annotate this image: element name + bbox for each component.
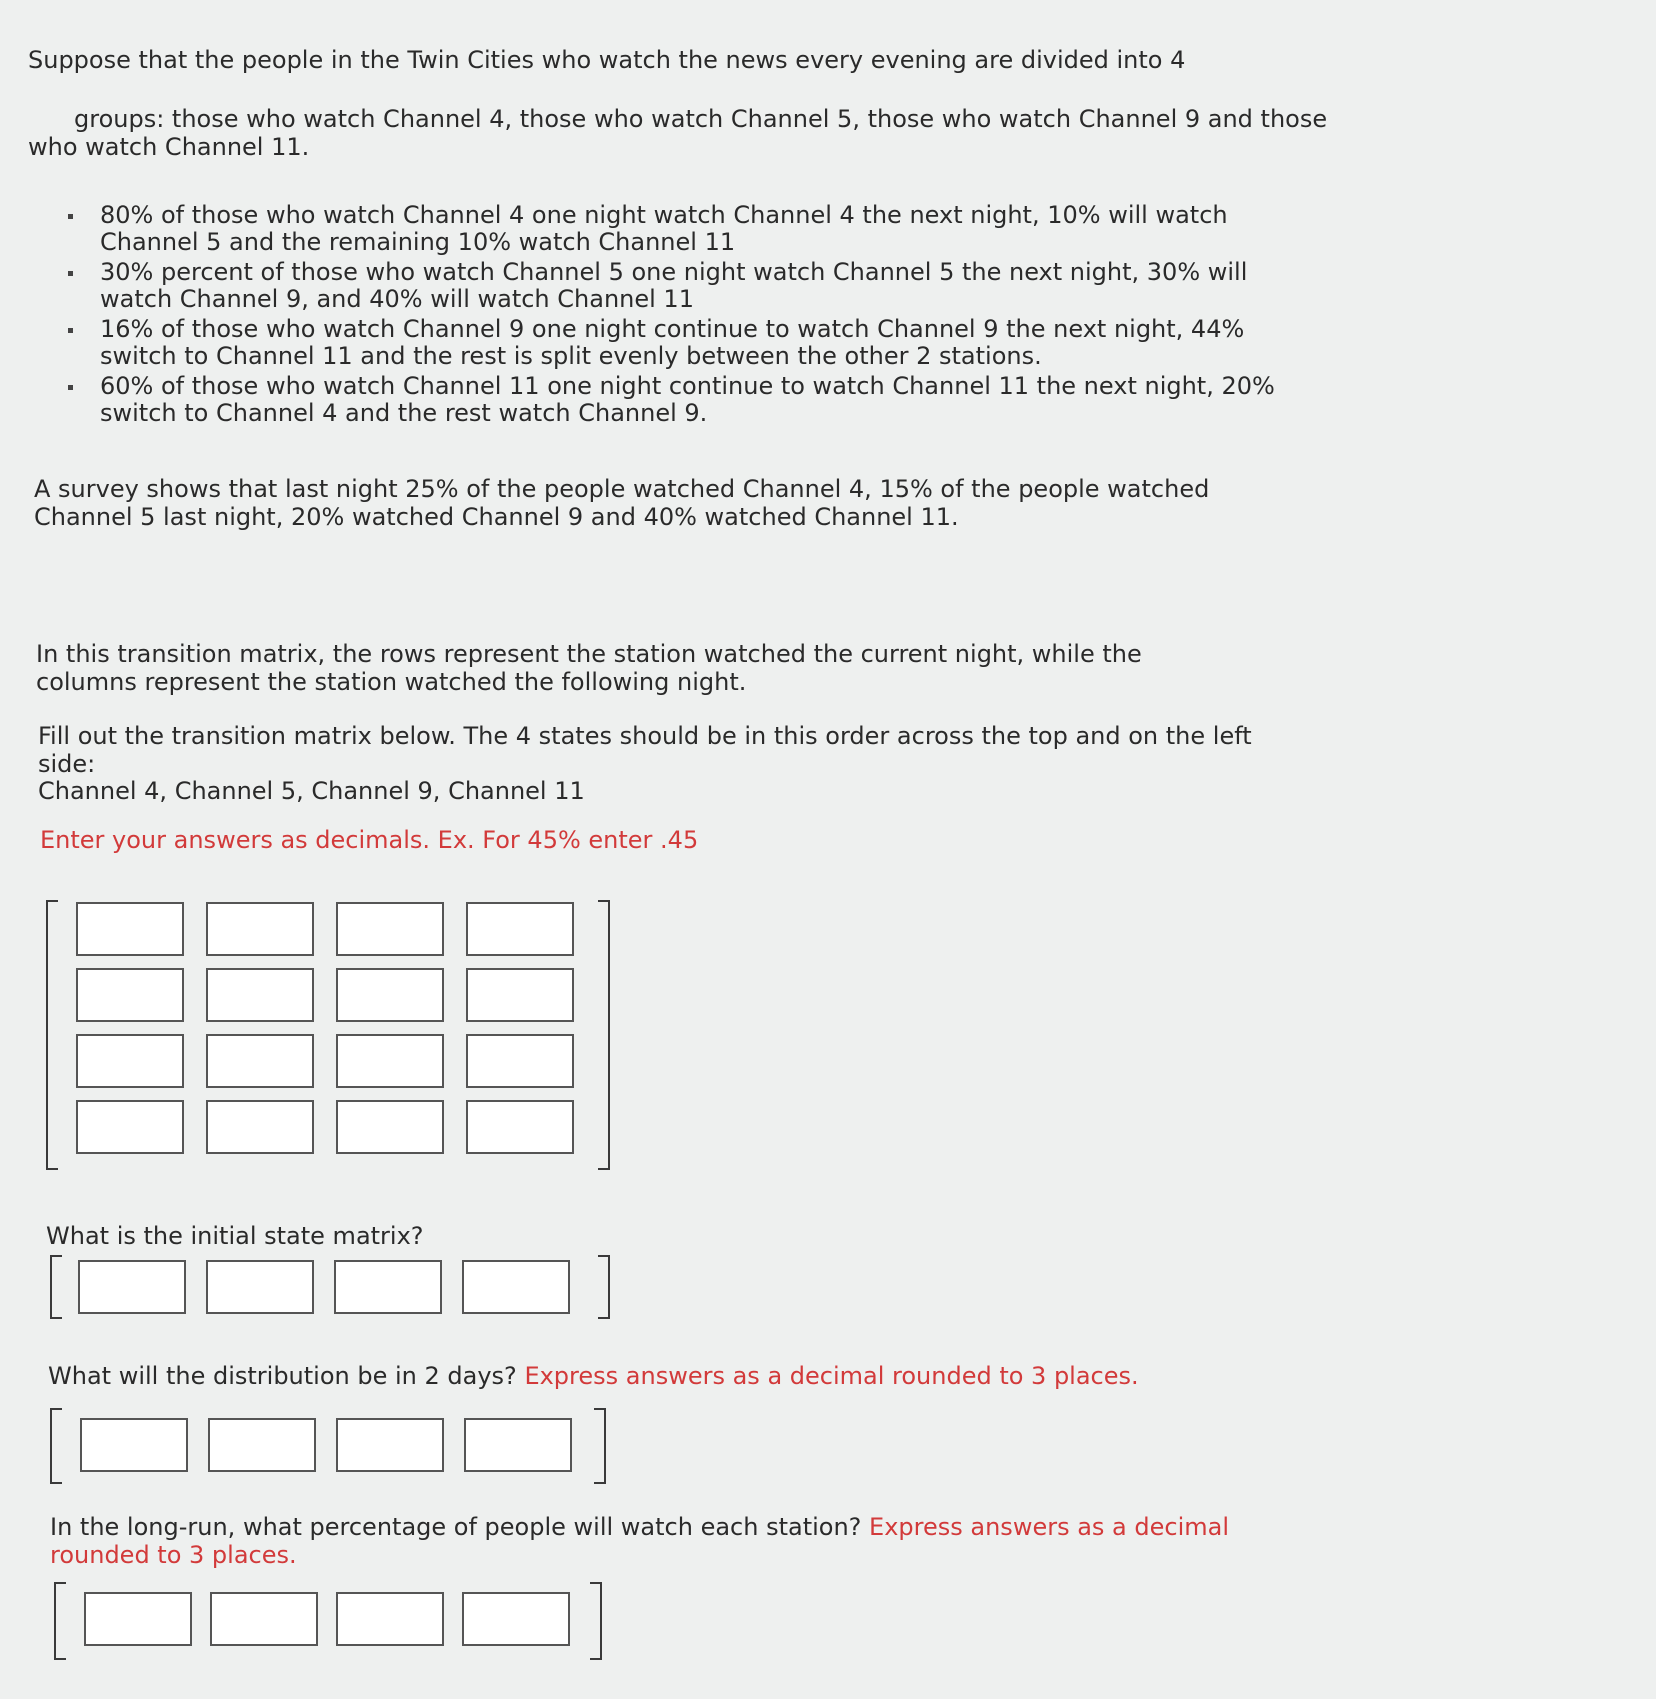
long-run-grid bbox=[84, 1592, 570, 1646]
matrix-cell-r1-c4[interactable] bbox=[466, 902, 574, 956]
two-day-cell-1[interactable] bbox=[80, 1418, 188, 1472]
matrix-cell-r3-c3[interactable] bbox=[336, 1034, 444, 1088]
matrix-cell-r2-c4[interactable] bbox=[466, 968, 574, 1022]
initial-state-matrix bbox=[50, 1255, 610, 1319]
matrix-cell-r4-c1[interactable] bbox=[76, 1100, 184, 1154]
transition-rules-list bbox=[68, 202, 1288, 430]
bullet-icon bbox=[68, 328, 73, 333]
matrix-cell-r3-c2[interactable] bbox=[206, 1034, 314, 1088]
initial-state-cell-1[interactable] bbox=[78, 1260, 186, 1314]
list-item bbox=[68, 316, 1288, 370]
rule-text: 30% percent of those who watch Channel 5 one night watch Channel 5 the next night, 30% will watch Channel 9, and 40% will watch Channel 11 bbox=[100, 258, 1248, 313]
long-run-cell-3[interactable] bbox=[336, 1592, 444, 1646]
long-run-cell-2[interactable] bbox=[210, 1592, 318, 1646]
list-item bbox=[68, 373, 1288, 427]
intro-line-1: Suppose that the people in the Twin Cities who watch the news every evening are divided into 4 bbox=[28, 46, 1186, 74]
two-day-question-line bbox=[48, 1362, 1139, 1390]
matrix-cell-r3-c1[interactable] bbox=[76, 1034, 184, 1088]
two-day-hint: Express answers as a decimal rounded to 3 places. bbox=[524, 1362, 1139, 1390]
initial-state-cell-2[interactable] bbox=[206, 1260, 314, 1314]
states-order: Channel 4, Channel 5, Channel 9, Channel 11 bbox=[38, 777, 585, 805]
two-day-cell-4[interactable] bbox=[464, 1418, 572, 1472]
intro-line-2: groups: those who watch Channel 4, those who watch Channel 5, those who watch Channel 9 and those bbox=[74, 105, 1328, 133]
long-run-cell-1[interactable] bbox=[84, 1592, 192, 1646]
matrix-cell-r2-c3[interactable] bbox=[336, 968, 444, 1022]
two-day-grid bbox=[80, 1418, 572, 1472]
long-run-distribution-matrix bbox=[54, 1582, 602, 1660]
right-bracket bbox=[594, 1408, 606, 1484]
survey-text: A survey shows that last night 25% of the people watched Channel 4, 15% of the people watched Channel 5 last night, 20% watched Channel 9 and 40% watched Channel 11. bbox=[34, 475, 1210, 531]
initial-state-cell-4[interactable] bbox=[462, 1260, 570, 1314]
matrix-cell-r2-c1[interactable] bbox=[76, 968, 184, 1022]
rule-text: 80% of those who watch Channel 4 one night watch Channel 4 the next night, 10% will watch Channel 5 and the remaining 10% watch Channel 11 bbox=[100, 201, 1228, 256]
two-day-cell-2[interactable] bbox=[208, 1418, 316, 1472]
two-day-distribution-matrix bbox=[50, 1408, 606, 1484]
matrix-cell-r4-c4[interactable] bbox=[466, 1100, 574, 1154]
matrix-cell-r2-c2[interactable] bbox=[206, 968, 314, 1022]
rule-text: 16% of those who watch Channel 9 one night continue to watch Channel 9 the next night, 44% switch to Channel 11 and the rest is split evenly between the other 2 stations. bbox=[100, 315, 1245, 370]
matrix-cell-r1-c1[interactable] bbox=[76, 902, 184, 956]
long-run-question: In the long-run, what percentage of people will watch each station? bbox=[50, 1513, 862, 1541]
initial-state-question: What is the initial state matrix? bbox=[46, 1222, 424, 1250]
matrix-cell-r1-c3[interactable] bbox=[336, 902, 444, 956]
intro-line-3: who watch Channel 11. bbox=[28, 133, 310, 161]
long-run-cell-4[interactable] bbox=[462, 1592, 570, 1646]
initial-grid bbox=[78, 1260, 570, 1314]
matrix-cell-r1-c2[interactable] bbox=[206, 902, 314, 956]
long-run-question-line bbox=[50, 1513, 1250, 1569]
left-bracket bbox=[54, 1582, 66, 1660]
two-day-cell-3[interactable] bbox=[336, 1418, 444, 1472]
left-bracket bbox=[50, 1255, 62, 1319]
initial-state-cell-3[interactable] bbox=[334, 1260, 442, 1314]
list-item bbox=[68, 202, 1288, 256]
two-day-question: What will the distribution be in 2 days? bbox=[48, 1362, 517, 1390]
decimal-hint: Enter your answers as decimals. Ex. For 45% enter .45 bbox=[40, 826, 699, 854]
matrix-grid bbox=[76, 902, 574, 1154]
matrix-cell-r3-c4[interactable] bbox=[466, 1034, 574, 1088]
right-bracket bbox=[598, 900, 610, 1170]
bullet-icon bbox=[68, 214, 73, 219]
matrix-cell-r4-c2[interactable] bbox=[206, 1100, 314, 1154]
bullet-icon bbox=[68, 385, 73, 390]
bullet-icon bbox=[68, 271, 73, 276]
left-bracket bbox=[50, 1408, 62, 1484]
list-item bbox=[68, 259, 1288, 313]
transition-description: In this transition matrix, the rows represent the station watched the current night, while the columns represent the station watched the following night. bbox=[36, 640, 1142, 696]
right-bracket bbox=[590, 1582, 602, 1660]
fill-out-instruction: Fill out the transition matrix below. The 4 states should be in this order across the top and on the left side: bbox=[38, 722, 1252, 778]
long-run-hint: Express answers as a decimal rounded to 3 places. bbox=[50, 1513, 1229, 1569]
right-bracket bbox=[598, 1255, 610, 1319]
rule-text: 60% of those who watch Channel 11 one night continue to watch Channel 11 the next night, 20% switch to Channel 4 and the rest watch Channel 9. bbox=[100, 372, 1275, 427]
transition-matrix bbox=[46, 900, 610, 1170]
left-bracket bbox=[46, 900, 58, 1170]
matrix-cell-r4-c3[interactable] bbox=[336, 1100, 444, 1154]
